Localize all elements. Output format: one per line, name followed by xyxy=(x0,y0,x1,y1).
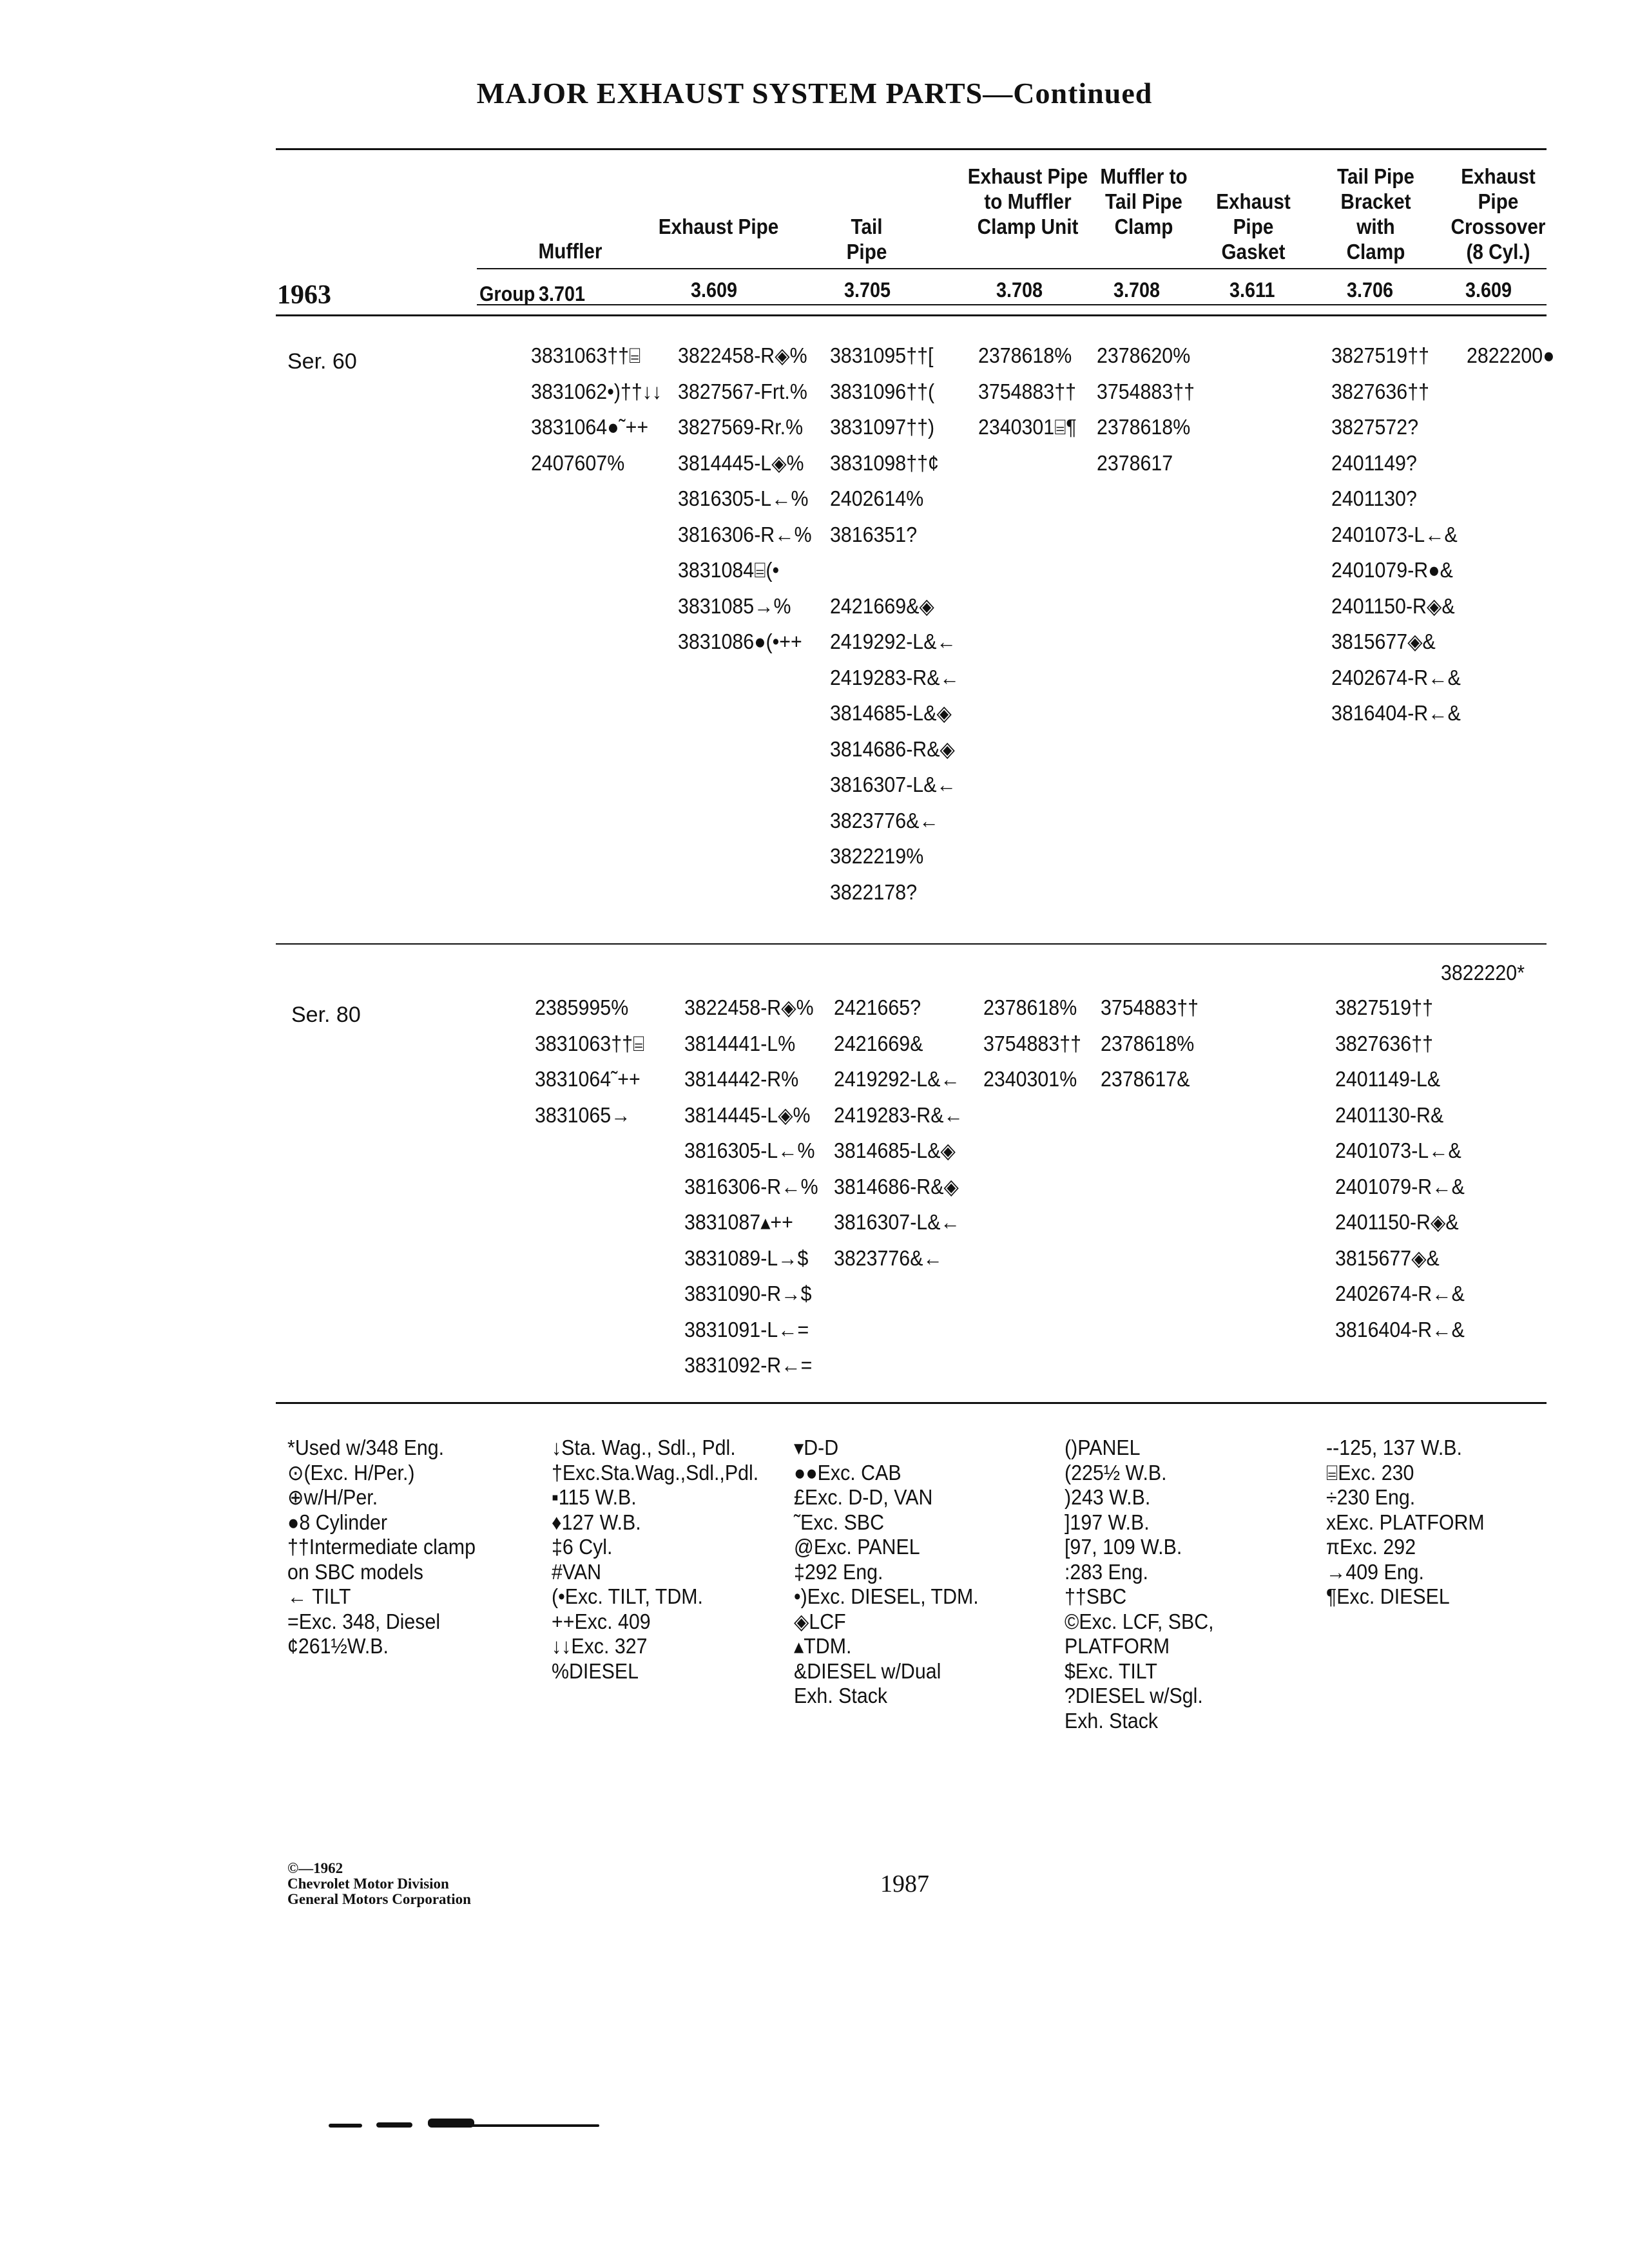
copyright-line: General Motors Corporation xyxy=(287,1891,471,1907)
list-item: 3822458-R◈% xyxy=(678,343,807,367)
list-item: $Exc. TILT xyxy=(1065,1658,1157,1683)
list-item: 3754883†† xyxy=(978,379,1076,403)
ser60-bracket-list xyxy=(1331,338,1461,731)
copyright-block xyxy=(287,1861,471,1907)
table-bottom-rule xyxy=(276,1402,1547,1404)
list-item: 3831062•)††↓↓ xyxy=(531,379,662,403)
col-header-exhaust-pipe: Exhaust Pipe xyxy=(658,215,779,238)
group-label: Group xyxy=(479,282,535,305)
list-item: †Exc.Sta.Wag.,Sdl.,Pdl. xyxy=(552,1460,759,1485)
col-header-muffler: Muffler xyxy=(538,239,602,263)
list-item: 3816307-L&← xyxy=(830,773,956,796)
section-label-ser80: Ser. 80 xyxy=(291,1003,361,1027)
list-item: 3754883†† xyxy=(1097,379,1195,403)
list-item: xExc. PLATFORM xyxy=(1326,1510,1485,1534)
list-item: 3831089-L→$ xyxy=(684,1245,809,1270)
list-item: --125, 137 W.B. xyxy=(1326,1436,1462,1459)
list-item: 3831097††) xyxy=(830,415,935,439)
list-item: 3814442-R% xyxy=(684,1067,799,1091)
list-item: 2419283-R&← xyxy=(830,665,959,689)
col-header-exhaust-gasket: Exhaust Pipe Gasket xyxy=(1216,189,1291,264)
list-item: 3827572? xyxy=(1331,415,1419,439)
list-item: PLATFORM xyxy=(1065,1634,1170,1658)
list-item: 3831085→% xyxy=(678,593,791,618)
list-item: 3831098††¢ xyxy=(830,450,939,475)
ser60-tail-pipe-list xyxy=(830,338,959,910)
list-item: 3816307-L&← xyxy=(834,1210,960,1234)
list-item: 2340301⌸¶ xyxy=(978,415,1077,439)
list-item: 3754883†† xyxy=(1101,995,1199,1019)
list-item: 3815677◈& xyxy=(1331,629,1436,653)
list-item: 2378618% xyxy=(1097,415,1191,439)
list-item: 3827519†† xyxy=(1335,995,1433,1019)
list-item: ♦127 W.B. xyxy=(552,1510,641,1534)
group-tail-pipe: 3.705 xyxy=(844,278,891,302)
list-item: 3816404-R←& xyxy=(1335,1317,1465,1341)
list-item: 2401079-R●& xyxy=(1331,558,1453,582)
list-item: ▪115 W.B. xyxy=(552,1485,637,1509)
list-item: 2402614% xyxy=(830,486,924,510)
list-item: ▾D-D xyxy=(794,1436,839,1459)
list-item: ¢261½W.B. xyxy=(287,1634,389,1658)
list-item: 2401149-L& xyxy=(1335,1067,1441,1091)
list-item: 3815677◈& xyxy=(1335,1245,1440,1270)
list-item: ]197 W.B. xyxy=(1065,1510,1150,1534)
list-item: [97, 109 W.B. xyxy=(1065,1535,1182,1559)
list-item xyxy=(830,552,959,588)
list-item: 3816404-R←& xyxy=(1331,701,1461,725)
list-item: ‡6 Cyl. xyxy=(552,1535,613,1559)
list-item: 2378618% xyxy=(1101,1031,1195,1055)
list-item: •)Exc. DIESEL, TDM. xyxy=(794,1584,979,1608)
section-divider xyxy=(276,943,1547,945)
ser80-tail-pipe-list xyxy=(834,990,963,1276)
page-number: 1987 xyxy=(880,1870,929,1898)
list-item: 3814685-L&◈ xyxy=(830,701,952,725)
list-item: 3831084⌸(• xyxy=(678,558,780,582)
list-item: ◈LCF xyxy=(794,1609,846,1633)
list-item: 3822220* xyxy=(1441,961,1525,985)
list-item: 2378617 xyxy=(1097,450,1173,475)
list-item: 3814685-L&◈ xyxy=(834,1139,956,1162)
legend-column-1 xyxy=(287,1436,476,1659)
scan-smudge xyxy=(329,2124,362,2128)
list-item: 3827567-Frt.% xyxy=(678,379,807,403)
legend-column-5 xyxy=(1326,1436,1485,1610)
section-label-ser60: Ser. 60 xyxy=(287,349,357,374)
list-item: 2378620% xyxy=(1097,343,1191,367)
list-item: 3816305-L←% xyxy=(684,1139,815,1162)
list-item: Exh. Stack xyxy=(1065,1708,1159,1733)
list-item: 2340301% xyxy=(983,1067,1077,1091)
list-item: #VAN xyxy=(552,1559,602,1584)
list-item: 2401130? xyxy=(1331,486,1417,510)
list-item: £Exc. D-D, VAN xyxy=(794,1485,933,1509)
list-item: 2401150-R◈& xyxy=(1335,1210,1459,1234)
legend-column-4 xyxy=(1065,1436,1214,1733)
list-item: ¶Exc. DIESEL xyxy=(1326,1584,1450,1608)
list-item: 3831064˜++ xyxy=(535,1067,641,1091)
group-rule xyxy=(477,304,1547,305)
list-item: 3822458-R◈% xyxy=(684,995,814,1019)
ser60-crossover-list xyxy=(1467,338,1555,374)
list-item: *Used w/348 Eng. xyxy=(287,1436,445,1459)
group-gasket: 3.611 xyxy=(1229,278,1275,302)
list-item: 3822178? xyxy=(830,879,918,904)
list-item: 3831086●(•++ xyxy=(678,629,802,653)
list-item: 3814686-R&◈ xyxy=(830,736,955,761)
group-muffler: 3.701 xyxy=(539,282,586,305)
year-label: 1963 xyxy=(277,280,331,310)
list-item: 2822200● xyxy=(1467,343,1555,367)
list-item: 3814441-L% xyxy=(684,1031,796,1055)
list-item: →409 Eng. xyxy=(1326,1559,1424,1584)
list-item: 2401130-R& xyxy=(1335,1102,1444,1127)
list-item: 2385995% xyxy=(535,995,629,1019)
copyright-line: Chevrolet Motor Division xyxy=(287,1876,449,1892)
list-item: @Exc. PANEL xyxy=(794,1535,920,1559)
list-item: ← TILT xyxy=(287,1584,351,1608)
list-item: 3814445-L◈% xyxy=(678,450,804,475)
list-item: 3831092-R←= xyxy=(684,1353,813,1377)
group-tail-clamp: 3.708 xyxy=(1113,278,1161,302)
list-item: 3831096††( xyxy=(830,379,935,403)
list-item: 2378618% xyxy=(983,995,1077,1019)
list-item: 3831063††⌸ xyxy=(531,343,641,367)
list-item: on SBC models xyxy=(287,1559,423,1584)
list-item: 2402674-R←& xyxy=(1335,1282,1465,1305)
scan-smudge xyxy=(470,2124,599,2127)
list-item: ††Intermediate clamp xyxy=(287,1535,476,1559)
list-item: 2419292-L&← xyxy=(830,629,956,653)
list-item: ↓Sta. Wag., Sdl., Pdl. xyxy=(552,1436,736,1459)
list-item: 3827636†† xyxy=(1335,1031,1433,1055)
list-item: ↓↓Exc. 327 xyxy=(552,1634,648,1658)
ser80-bracket-list xyxy=(1335,990,1465,1347)
list-item: ˜Exc. SBC xyxy=(794,1510,885,1534)
list-item: =Exc. 348, Diesel xyxy=(287,1609,441,1633)
list-item: 3823776&← xyxy=(830,808,939,832)
ser80-exhaust-pipe-list xyxy=(684,990,818,1383)
ser80-crossover-list xyxy=(1441,955,1525,991)
list-item: :283 Eng. xyxy=(1065,1559,1148,1584)
ser60-muffler-list xyxy=(531,338,662,481)
list-item: ÷230 Eng. xyxy=(1326,1485,1416,1509)
list-item: (225½ W.B. xyxy=(1065,1460,1167,1485)
list-item: πExc. 292 xyxy=(1326,1535,1416,1559)
list-item: 3814686-R&◈ xyxy=(834,1174,959,1198)
list-item: 2401073-L←& xyxy=(1331,522,1458,546)
list-item: 3831087▴++ xyxy=(684,1210,793,1234)
list-item: 2401079-R←& xyxy=(1335,1174,1465,1198)
list-item: 3827569-Rr.% xyxy=(678,415,804,439)
list-item: 3831064●˜++ xyxy=(531,415,649,439)
col-header-tail-pipe: Tail Pipe xyxy=(846,215,887,264)
list-item: 3814445-L◈% xyxy=(684,1102,811,1127)
group-bracket: 3.706 xyxy=(1347,278,1394,302)
list-item: 2407607% xyxy=(531,450,625,475)
list-item: 3816306-R←% xyxy=(678,522,812,546)
header-mid-rule xyxy=(477,268,1547,269)
header-top-rule xyxy=(276,148,1547,150)
list-item: ⊙(Exc. H/Per.) xyxy=(287,1460,415,1485)
list-item: ▴TDM. xyxy=(794,1634,852,1658)
list-item: ()PANEL xyxy=(1065,1436,1141,1459)
list-item: 3816351? xyxy=(830,522,918,546)
list-item: 2419283-R&← xyxy=(834,1102,963,1127)
list-item: 3831095††[ xyxy=(830,343,934,367)
list-item: ©Exc. LCF, SBC, xyxy=(1065,1609,1214,1633)
list-item: 2421669& xyxy=(834,1031,923,1055)
legend-column-3 xyxy=(794,1436,979,1709)
list-item: %DIESEL xyxy=(552,1658,639,1683)
ser80-muffler-list xyxy=(535,990,644,1133)
list-item: 2401150-R◈& xyxy=(1331,593,1455,618)
list-item: &DIESEL w/Dual xyxy=(794,1658,941,1683)
copyright-line: ©—1962 xyxy=(287,1860,343,1876)
list-item: 2378617& xyxy=(1101,1067,1190,1091)
scan-smudge xyxy=(376,2122,412,2128)
list-item: 2421665? xyxy=(834,995,921,1019)
list-item: Exh. Stack xyxy=(794,1684,888,1707)
list-item: 3827636†† xyxy=(1331,379,1429,403)
list-item: 3822219% xyxy=(830,844,924,868)
list-item: ++Exc. 409 xyxy=(552,1609,651,1633)
list-item: ⌸Exc. 230 xyxy=(1326,1460,1414,1485)
ser60-exhaust-pipe-list xyxy=(678,338,812,660)
list-item: 2402674-R←& xyxy=(1331,665,1461,689)
list-item: 2419292-L&← xyxy=(834,1067,960,1091)
list-item: 2378618% xyxy=(978,343,1072,367)
list-item: ††SBC xyxy=(1065,1584,1127,1608)
page-title: MAJOR EXHAUST SYSTEM PARTS—Continued xyxy=(476,77,1153,110)
list-item: 2421669&◈ xyxy=(830,593,934,618)
ser80-tail-clamp-list xyxy=(1101,990,1199,1097)
list-item: 3816305-L←% xyxy=(678,486,809,510)
scan-smudge xyxy=(428,2119,474,2128)
ser80-exh-clamp-list xyxy=(983,990,1081,1097)
group-exh-clamp: 3.708 xyxy=(996,278,1043,302)
ser60-tail-clamp-list xyxy=(1097,338,1195,481)
list-item: 3754883†† xyxy=(983,1031,1081,1055)
list-item: 3831065→ xyxy=(535,1102,631,1127)
list-item: 2401073-L←& xyxy=(1335,1139,1461,1162)
col-header-tail-bracket: Tail Pipe Bracket with Clamp xyxy=(1337,164,1414,264)
list-item: 3831063††⌸ xyxy=(535,1031,645,1055)
list-item: (•Exc. TILT, TDM. xyxy=(552,1584,703,1608)
group-crossover: 3.609 xyxy=(1465,278,1512,302)
col-header-exh-pipe-clamp: Exhaust Pipe to Muffler Clamp Unit xyxy=(967,164,1088,238)
list-item: 2401149? xyxy=(1331,450,1417,475)
list-item: 3831091-L←= xyxy=(684,1317,809,1341)
legend-column-2 xyxy=(552,1436,758,1684)
list-item: 3827519†† xyxy=(1331,343,1429,367)
list-item: 3831090-R→$ xyxy=(684,1282,812,1305)
group-exhaust-pipe: 3.609 xyxy=(691,278,738,302)
list-item: 3816306-R←% xyxy=(684,1174,818,1198)
ser60-exh-clamp-list xyxy=(978,338,1077,445)
list-item: )243 W.B. xyxy=(1065,1485,1151,1509)
list-item: 3823776&← xyxy=(834,1245,943,1270)
list-item: ?DIESEL w/Sgl. xyxy=(1065,1684,1203,1707)
list-item: ⊕w/H/Per. xyxy=(287,1485,378,1509)
list-item: ‡292 Eng. xyxy=(794,1559,883,1584)
col-header-muffler-tail-clamp: Muffler to Tail Pipe Clamp xyxy=(1100,164,1188,238)
list-item: ●●Exc. CAB xyxy=(794,1460,901,1485)
year-rule xyxy=(276,314,1547,316)
list-item: ●8 Cylinder xyxy=(287,1510,388,1534)
col-header-crossover: Exhaust Pipe Crossover (8 Cyl.) xyxy=(1451,164,1546,264)
